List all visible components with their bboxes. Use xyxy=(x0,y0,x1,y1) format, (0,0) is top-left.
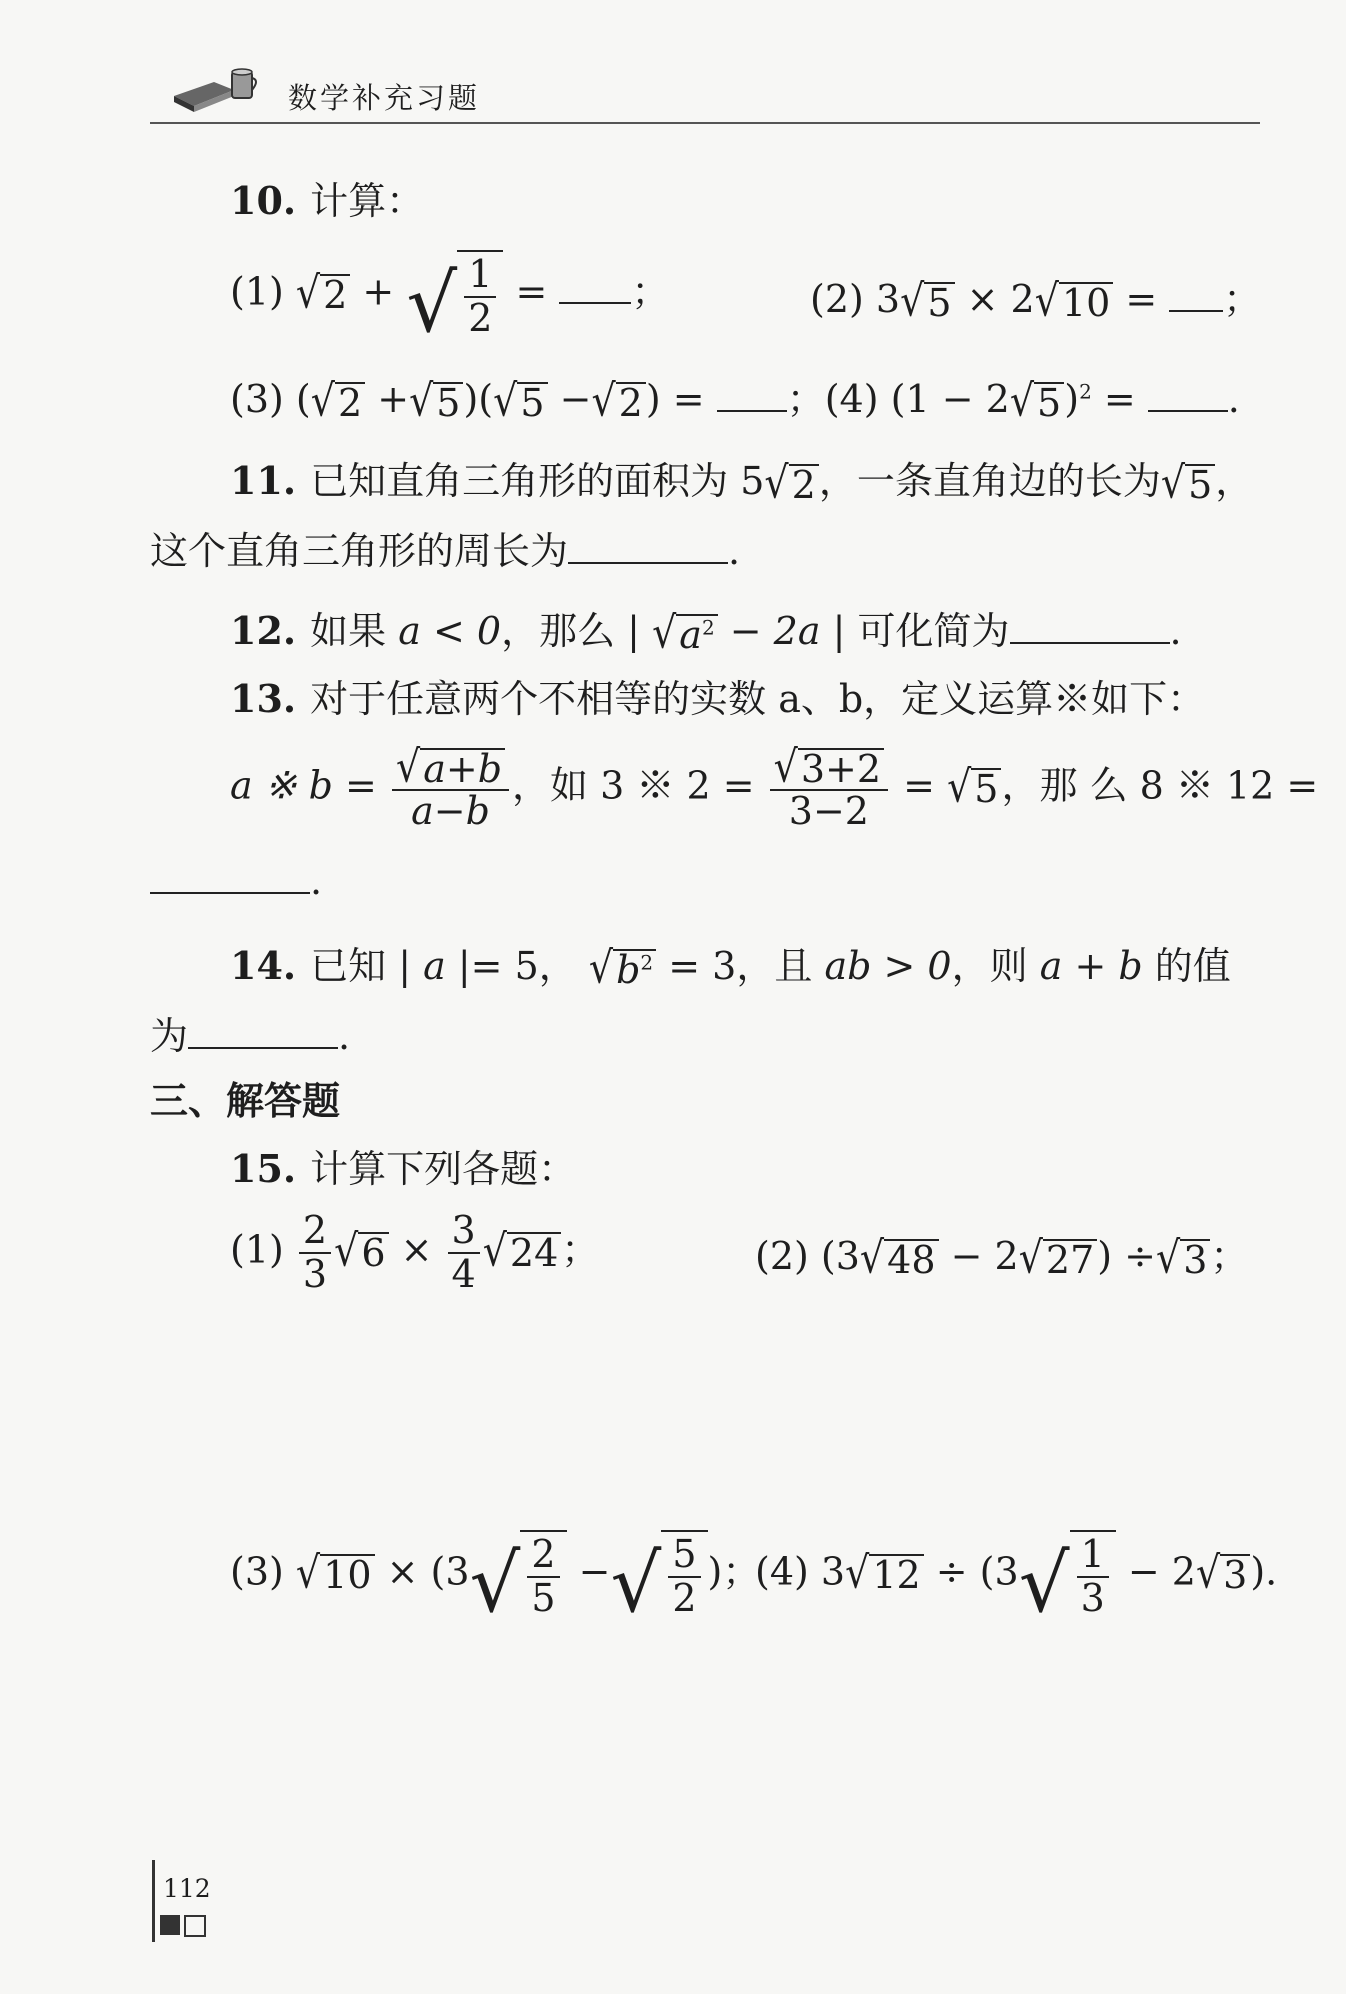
question-13: 13. 对于任意两个不相等的实数 a、b，定义运算※如下： xyxy=(230,676,1206,721)
q15-part-2: (2) (3 √ 48 − 2 √ 27 ) ÷ √ 3 ； xyxy=(755,1231,1249,1283)
header-rule xyxy=(150,122,1260,124)
q15-part-3: (3) √ 10 × (3 √ $\frac{2}{5}$ − √ $\frac{5}{2}$ )； xyxy=(230,1532,761,1630)
page-number-rule xyxy=(152,1860,155,1942)
answer-blank[interactable] xyxy=(1148,376,1228,412)
section-heading: 三、解答题 xyxy=(150,1079,341,1123)
part-label: (1) xyxy=(230,269,284,314)
q10-part-2: (2) 3 √ 5 × 2 √ 10 = ； xyxy=(810,274,1262,326)
answer-blank[interactable] xyxy=(1169,276,1223,312)
answer-blank[interactable] xyxy=(188,1013,338,1049)
filled-square-icon xyxy=(160,1915,180,1935)
sqrt: √ 2 xyxy=(296,274,350,316)
question-10 xyxy=(230,170,424,225)
question-11: 11. 已知直角三角形的面积为 5 √ 2 ，一条直角边的长为 √ 5 ， xyxy=(230,456,1254,508)
q15-part-1: (1) $\frac{2}{3}$ √ 6 × $\frac{3}{4}$ √ 24 ； xyxy=(230,1208,600,1296)
answer-blank[interactable] xyxy=(559,268,631,304)
question-11-line-2: 这个直角三角形的周长为 . xyxy=(150,529,741,573)
question-number: 10. xyxy=(230,178,297,223)
page-number: 112 xyxy=(163,1874,211,1903)
question-13-answer-line: . xyxy=(150,858,322,903)
answer-blank[interactable] xyxy=(150,858,310,894)
sqrt-fraction: √ $\frac{1}{2}$ xyxy=(406,250,503,340)
part-label: (4) xyxy=(824,377,879,421)
q10-part-1: (1) √ 2 + √ $\frac{1}{2}$ = ； xyxy=(230,252,670,350)
question-13-definition: a ※ b = √ a+b a−b ，如 3 ※ 2 = √ 3+2 3−2 = √ 5 ，那 么 8 ※ 12 = xyxy=(230,740,1319,834)
running-title: 数学补充习题 xyxy=(288,81,481,115)
question-12: 12. 如果 a < 0，那么 | √ $a^2$ − 2a | 可化简为 . xyxy=(230,606,1182,658)
question-14: 14. 已知 | a |= 5， √ $b^2$ = 3，且 ab > 0，则 a + b 的值 xyxy=(230,941,1231,993)
answer-blank[interactable] xyxy=(717,376,787,412)
question-text: 计算： xyxy=(310,179,425,223)
book-cup-logo-icon xyxy=(170,62,262,118)
empty-square-icon xyxy=(184,1915,206,1937)
answer-blank[interactable] xyxy=(568,528,728,564)
q10-part-3: (3) ( √ 2 + √ 5 )( √ 5 − √ 2 ) = ；(4) (1 − 2 √ 5 )$^2$ = . xyxy=(230,374,1240,426)
q15-part-4: (4) 3 √ 12 ÷ (3 √ $\frac{1}{3}$ − 2 √ 3 ). xyxy=(755,1532,1278,1630)
question-14-line-2: 为 . xyxy=(150,1014,351,1058)
answer-blank[interactable] xyxy=(1010,608,1170,644)
question-15: 15. 计算下列各题： xyxy=(230,1146,577,1191)
